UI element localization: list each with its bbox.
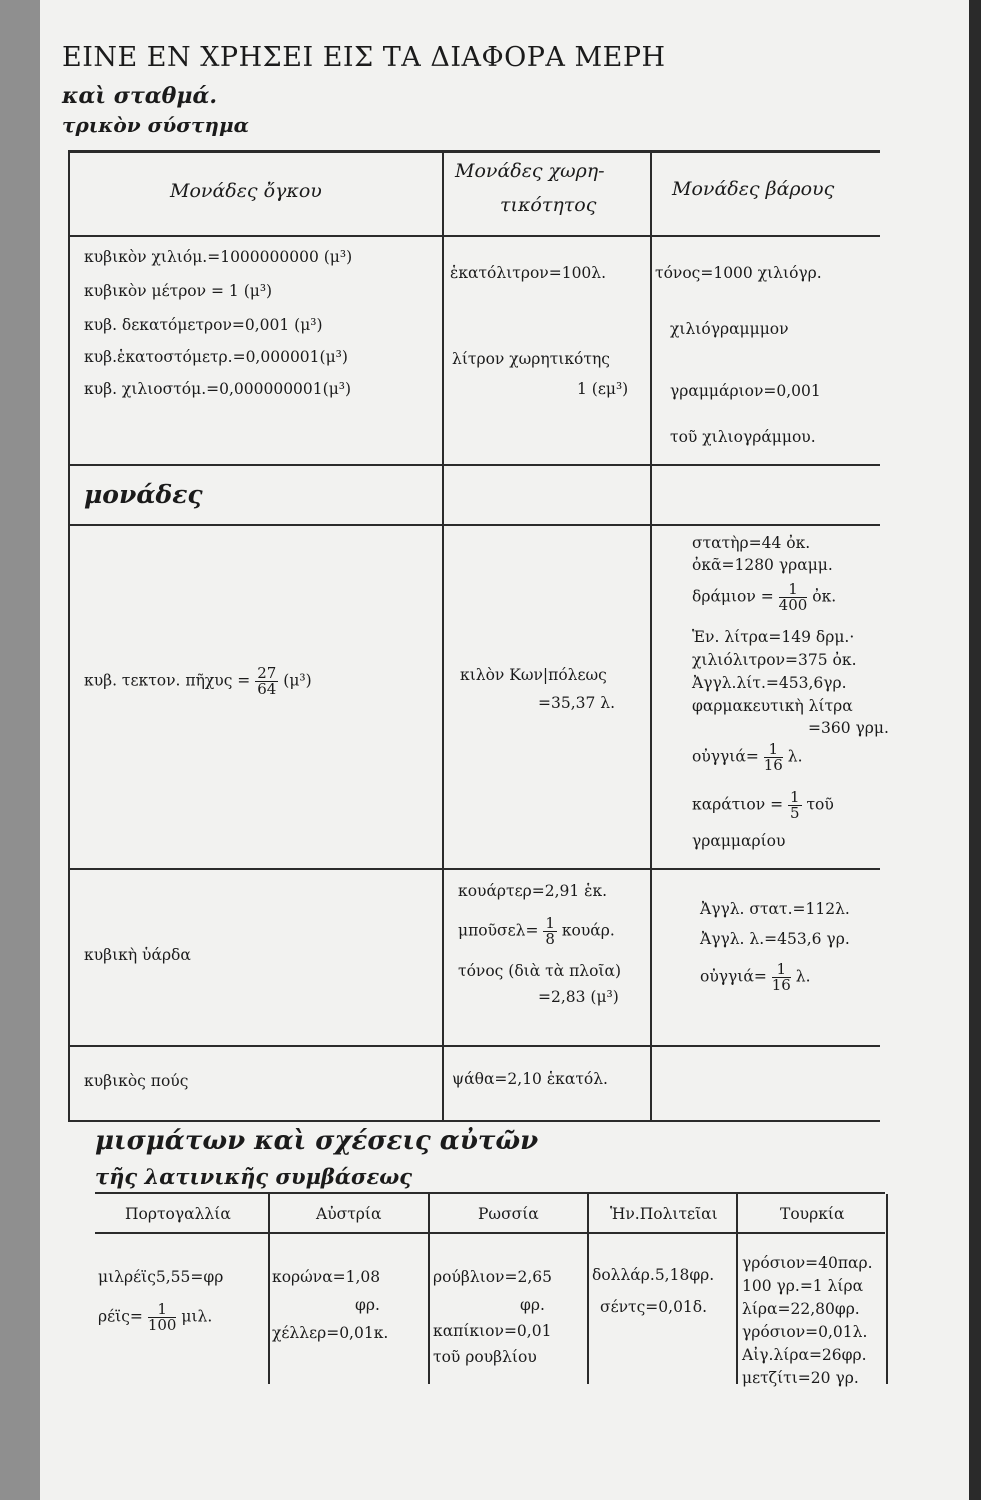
volume-cell: κυβικὸν χιλιόμ.=1000000000 (μ³): [84, 248, 353, 266]
header-turkey: Τουρκία: [780, 1205, 845, 1223]
col-rule: [428, 1194, 430, 1384]
weight-cell: Ἑν. λίτρα=149 δρμ.·: [692, 628, 855, 646]
rule: [95, 1192, 885, 1194]
fraction: $\frac{1}{100}$: [147, 1300, 177, 1334]
weight-cell: ὀκᾶ=1280 γραμμ.: [692, 556, 833, 574]
table-bottom-rule: [68, 1120, 880, 1122]
fraction: $\frac{1}{8}$: [545, 914, 555, 948]
capacity-cell: λίτρον χωρητικότης: [452, 350, 610, 368]
capacity-cell: τόνος (διὰ τὰ πλοῖα): [458, 962, 622, 980]
weight-cell: γραμμαρίου: [692, 832, 786, 850]
header-capacity-1: Μονάδες χωρη-: [455, 160, 605, 182]
capacity-cell-bushel: μποῦσελ= $\frac{1}{8}$ κουάρ.: [458, 914, 615, 948]
col-rule: [886, 1194, 888, 1384]
austria-cell: χέλλερ=0,01κ.: [272, 1324, 389, 1342]
fraction: $\frac{1}{5}$: [790, 788, 800, 822]
header-volume: Μονάδες ὄγκου: [170, 180, 322, 202]
austria-cell: κορώνα=1,08: [272, 1268, 381, 1286]
volume-cell: κυβ. χιλιοστόμ.=0,000000001(μ³): [84, 380, 352, 398]
header-russia: Ρωσσία: [478, 1205, 539, 1223]
weight-cell: Ἀγγλ. λ.=453,6 γρ.: [700, 930, 850, 948]
capacity-cell: κιλὸν Κων|πόλεως: [460, 666, 607, 684]
weight-cell: χιλιόλιτρον=375 ὀκ.: [692, 651, 857, 669]
col-rule: [650, 150, 652, 1120]
header-portugal: Πορτογαλλία: [125, 1205, 231, 1223]
header-rule: [68, 235, 880, 237]
header-capacity-2: τικότητος: [500, 194, 597, 216]
turkey-cell: γρόσιον=40παρ.: [742, 1254, 873, 1272]
section-label: μονάδες: [84, 480, 203, 509]
weight-cell: τόνος=1000 χιλιόγρ.: [655, 264, 822, 282]
fraction: $\frac{1}{16}$: [771, 960, 791, 994]
volume-cell: κυβικὸν μέτρον = 1 (μ³): [84, 282, 273, 300]
row-rule: [68, 464, 880, 466]
table-top-rule: [68, 150, 880, 153]
col-rule: [736, 1194, 738, 1384]
fraction: $\frac{1}{16}$: [763, 740, 783, 774]
weight-cell-ougia: οὐγγιά= $\frac{1}{16}$ λ.: [700, 960, 811, 994]
turkey-cell: γρόσιον=0,01λ.: [742, 1323, 868, 1341]
russia-cell: ρούβλιον=2,65: [433, 1268, 552, 1286]
volume-cell: κυβ. δεκατόμετρον=0,001 (μ³): [84, 316, 323, 334]
russia-cell: καπίκιον=0,01: [433, 1322, 552, 1340]
header-rule: [95, 1232, 885, 1234]
header-weight: Μονάδες βάρους: [672, 178, 835, 200]
weight-cell: Ἀγγλ. στατ.=112λ.: [700, 900, 850, 918]
weight-cell: γραμμάριον=0,001: [670, 382, 821, 400]
capacity-cell: ψάθα=2,10 ἑκατόλ.: [452, 1070, 608, 1088]
weight-cell: χιλιόγραμμμον: [670, 320, 789, 338]
volume-cell: κυβικὴ ὑάρδα: [84, 946, 191, 964]
page-heading: ΕΙΝΕ ΕΝ ΧΡΗΣΕΙ ΕΙΣ ΤΑ ΔΙΑΦΟΡΑ ΜΕΡΗ: [62, 42, 666, 73]
russia-cell: φρ.: [520, 1296, 545, 1314]
fraction: $\frac{27}{64}$: [257, 664, 277, 698]
header-usa: Ἡν.Πολιτεῖαι: [610, 1205, 718, 1223]
weight-cell-ougia: οὐγγιά= $\frac{1}{16}$ λ.: [692, 740, 803, 774]
system-heading: τρικὸν σύστημα: [62, 113, 250, 137]
austria-cell: φρ.: [355, 1296, 380, 1314]
capacity-cell: =2,83 (μ³): [538, 988, 619, 1006]
capacity-cell: ἑκατόλιτρον=100λ.: [450, 264, 607, 282]
row-rule: [68, 524, 880, 526]
col-rule: [68, 150, 70, 1120]
book-page: [40, 0, 981, 1500]
col-rule: [268, 1194, 270, 1384]
turkey-cell: λίρα=22,80φρ.: [742, 1300, 860, 1318]
fraction: $\frac{1}{400}$: [778, 580, 808, 614]
weight-cell-drami: δράμιον = $\frac{1}{400}$ ὀκ.: [692, 580, 837, 614]
volume-cell: κυβ.ἑκατοστόμετρ.=0,000001(μ³): [84, 348, 348, 366]
capacity-cell: =35,37 λ.: [538, 694, 616, 712]
turkey-cell: Αἰγ.λίρα=26φρ.: [742, 1346, 867, 1364]
col-rule: [442, 150, 444, 1120]
coins-heading: μισμάτων καὶ σχέσεις αὐτῶν: [95, 1126, 539, 1156]
page-subheading: καὶ σταθμά.: [62, 83, 218, 109]
volume-cell-pechys: κυβ. τεκτον. πῆχυς = $\frac{27}{64}$ (μ³): [84, 664, 312, 698]
portugal-cell-reis: ρέϊς= $\frac{1}{100}$ μιλ.: [98, 1300, 213, 1334]
weight-cell: Ἀγγλ.λίτ.=453,6γρ.: [692, 674, 847, 692]
turkey-cell: μετζίτι=20 γρ.: [742, 1369, 859, 1387]
row-rule: [68, 1045, 880, 1047]
latin-union-heading: τῆς λατινικῆς συμβάσεως: [95, 1164, 413, 1189]
header-austria: Αὐστρία: [316, 1205, 382, 1223]
weight-cell: =360 γρμ.: [808, 719, 889, 737]
volume-cell: κυβικὸς πούς: [84, 1072, 189, 1090]
weight-cell: φαρμακευτικὴ λίτρα: [692, 697, 853, 715]
book-spine: [969, 0, 981, 1500]
capacity-cell: κουάρτερ=2,91 ἑκ.: [458, 882, 608, 900]
weight-cell: στατὴρ=44 ὀκ.: [692, 534, 811, 552]
turkey-cell: 100 γρ.=1 λίρα: [742, 1277, 864, 1295]
row-rule: [68, 868, 880, 870]
capacity-cell: 1 (εμ³): [577, 380, 629, 398]
usa-cell: σέντς=0,01δ.: [600, 1298, 708, 1316]
portugal-cell: μιλρέϊς5,55=φρ: [98, 1268, 224, 1286]
weight-cell: τοῦ χιλιογράμμου.: [670, 428, 816, 446]
russia-cell: τοῦ ρουβλίου: [433, 1348, 537, 1366]
col-rule: [587, 1194, 589, 1384]
weight-cell-karation: καράτιον = $\frac{1}{5}$ τοῦ: [692, 788, 834, 822]
usa-cell: δολλάρ.5,18φρ.: [592, 1266, 715, 1284]
